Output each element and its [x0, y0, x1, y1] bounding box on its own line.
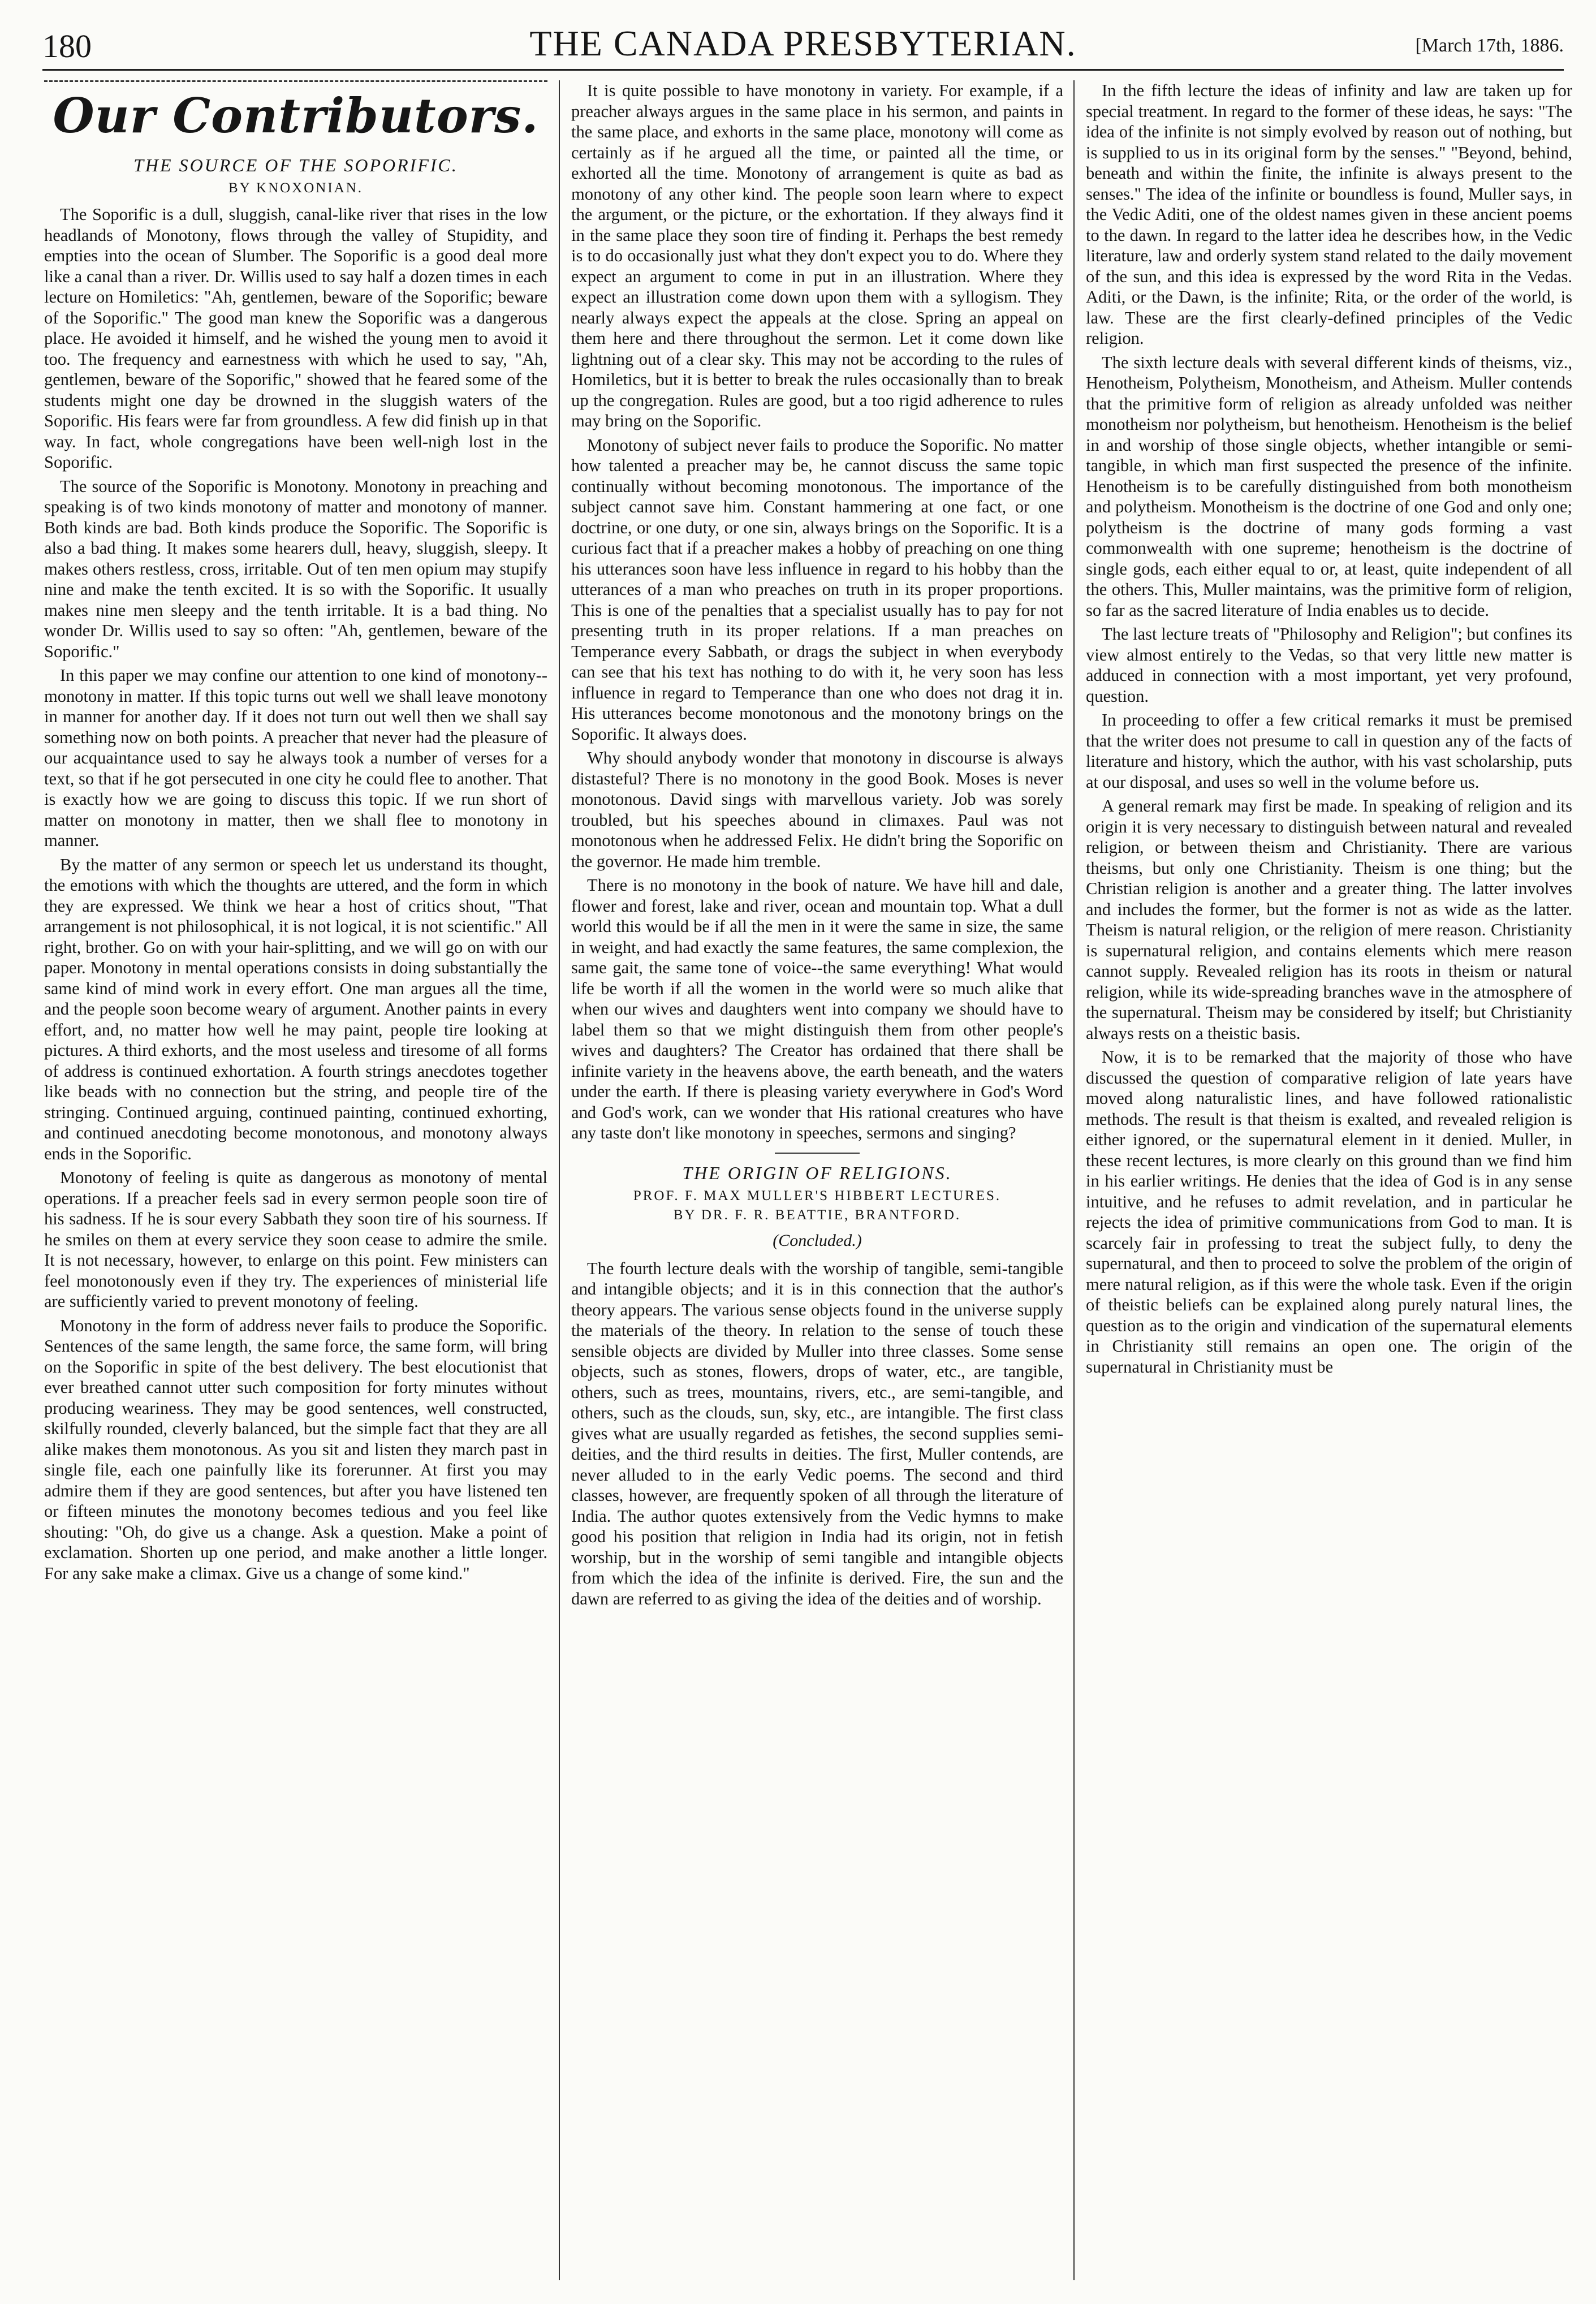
paragraph: Why should anybody wonder that monotony in discourse is always distasteful? There is no monotony in the good Book. Moses is never monotonous. David sings with marvellous variety. Job was sorely troubled, but his speeches abound in climaxes. Paul was not monotonous when he addressed Felix. He didn't bring the Soporific on the governor. He made him tremble.	[571, 748, 1063, 871]
column-1	[44, 80, 547, 2286]
paragraph: In the fifth lecture the ideas of infinity and law are taken up for special treatment. In regard to the former of these ideas, he says: "The idea of the infinite is not simply evolved by reason out of nothing, but is supplied to us in its original form by the senses." "Beyond, behind, beneath and within the finite, the infinite is always present to the senses." The idea of the infinite or boundless is found, Muller says, in the Vedic Aditi, one of the oldest names given in these ancient poems to the dawn. In regard to the latter idea he describes how, in the Vedic literature, law and orderly system stand related to the daily movement of the sun, and this idea is expressed by the word Rita in the Vedas. Aditi, or the Dawn, is the infinite; Rita, or the order of the world, is law. These are the first clearly-defined principles of the Vedic religion.	[1086, 81, 1572, 348]
paragraph: There is no monotony in the book of nature. We have hill and dale, flower and forest, lake and river, ocean and mountain top. What a dull world this would be if all the men in it were the same in size, the same in weight, and had exactly the same features, the same complexion, the same gait, the same tone of voice--the same everything! What would life be worth if all the women in the world were so much alike that when our wives and daughters went into company we should have to label them so that we might distinguish them from other people's wives and daughters? The Creator has ordained that there shall be infinite variety in the heavens above, the earth beneath, and the waters under the earth. If there is pleasing variety everywhere in God's Word and God's work, can we wonder that His rational creatures who have any taste don't like monotony in speeches, sermons and singing?	[571, 875, 1063, 1142]
article-byline: BY DR. F. R. BEATTIE, BRANTFORD.	[673, 1207, 961, 1223]
page-number: 180	[42, 28, 92, 64]
article-status: (Concluded.)	[773, 1231, 862, 1250]
paragraph: Monotony of subject never fails to produce the Soporific. No matter how talented a preacher may be, he cannot discuss the same topic continually without becoming monotonous. The importance of the subject cannot save him. Constant hammering at one fact, or one doctrine, or one duty, or one sin, always brings on the Soporific. It is a curious fact that if a preacher makes a hobby of preaching on one thing his utterances soon have less influence in regard to his hobby than the utterances of a man who preaches on truth in its proper proportions. This is one of the penalties that a specialist usually has to pay for not presenting truth in its proper relations. If a man preaches on Temperance every Sabbath, or drags the subject in when everybody can see that his text has nothing to do with it, he very soon has less influence in regard to Temperance than one who does not drag it in. His utterances become monotonous and the monotony brings on the Soporific. It always does.	[571, 435, 1063, 744]
article-title: THE SOURCE OF THE SOPORIFIC.	[133, 155, 458, 175]
paragraph: It is quite possible to have monotony in variety. For example, if a preacher always argues in the same place in his sermon, and paints in the same place, and exhorts in the same place, monotony will come as certainly as if he argued all the time, or painted all the time, or exhorted all the time. Monotony of arrangement is quite as bad as monotony of any other kind. The people soon learn where to expect the argument, or the picture, or the exhortation. If they always find it in the same place they soon tire of finding it. Perhaps the best remedy is to do occasionally just what they don't expect you to do. Where they expect an argument to come in put in an illustration. Where they expect an illustration come down upon them with a syllogism. They nearly always expect the appeals at the close. Spring an appeal on them here and there throughout the sermon. Let it come down like lightning out of a clear sky. This may not be according to the rules of Homiletics, but it is better to break the rules occasionally than to break up the congregation. Rules are good, but a too rigid adherence to rules may bring on the Soporific.	[571, 81, 1063, 430]
paragraph: Monotony in the form of address never fails to produce the Soporific. Sentences of the same length, the same force, the same form, will bring on the Soporific in spite of the best delivery. The best elocutionist that ever breathed cannot utter such composition for forty minutes without producing weariness. They may be good sentences, well constructed, skilfully rounded, cleverly balanced, but the simple fact that they are all alike makes them monotonous. As you sit and listen they march past in single file, each one painfully like its forerunner. At first you may admire them if they are good sentences, but after you have listened ten or fifteen minutes the monotony becomes tedious and you feel like shouting: "Oh, do give us a change. Ask a question. Make a point of exclamation. Shorten up one period, and make another a little longer. For any sake make a climax. Give us a change of some kind."	[44, 1315, 547, 1583]
column-divider	[559, 80, 560, 2280]
issue-date: [March 17th, 1886.	[1415, 35, 1564, 56]
paragraph: The last lecture treats of "Philosophy and Religion"; but confines its view almost entirely to the Vedas, so that very little new matter is adduced in connection with a most important, yet very profound, question.	[1086, 624, 1572, 706]
paragraph: The source of the Soporific is Monotony. Monotony in preaching and speaking is of two kinds monotony of matter and monotony of manner. Both kinds are bad. Both kinds produce the Soporific. The Soporific is also a bad thing. It makes some hearers dull, heavy, sluggish, sleepy. It makes others restless, cross, irritable. Out of ten men opium may stupify nine and make the tenth excited. It is so with the Soporific. It usually makes nine men sleepy and the tenth irritable. It is a bad thing. No wonder Dr. Willis used to say so often: "Ah, gentlemen, beware of the Soporific."	[44, 476, 547, 661]
paragraph: Monotony of feeling is quite as dangerous as monotony of mental operations. If a preacher feels sad in every sermon people soon tire of his sadness. If he is sour every Sabbath they soon tire of his sourness. If he smiles on them at every service they soon cease to admire the smile. It is not necessary, however, to enlarge on this point. Few ministers can feel monotonously even if they try. The experiences of ministerial life are sufficiently varied to prevent monotony of feeling.	[44, 1168, 547, 1311]
paragraph: The Soporific is a dull, sluggish, canal-like river that rises in the low headlands of Monotony, flows through the valley of Stupidity, and empties into the ocean of Slumber. The Soporific is a good deal more like a canal than a river. Dr. Willis used to say half a dozen times in each lecture on Homiletics: "Ah, gentlemen, beware of the Soporific; beware of the Soporific." The good man knew the Soporific was a dangerous place. He avoided it himself, and he wished the young men to avoid it too. The frequency and earnestness with which he used to say, "Ah, gentlemen, beware of the Soporific," showed that he feared some of the students might one day be drowned in the sluggish waters of the Soporific. His fears were far from groundless. A few did finish up in that way. In fact, whole congregations have been well-nigh lost in the Soporific.	[44, 205, 547, 472]
paragraph: The sixth lecture deals with several different kinds of theisms, viz., Henotheism, Polytheism, Monotheism, and Atheism. Muller contends that the primitive form of religion as already unfolded was neither monotheism nor polytheism, but henotheism. Henotheism is the belief in and worship of those single objects, whether intangible or semi-tangible, in which man first suspected the presence of the infinite. Henotheism is to be carefully distinguished from both monotheism and polytheism. Monotheism is the doctrine of one God and only one; polytheism is the doctrine of many gods forming a vast commonwealth with one supreme; henotheism is the doctrine of single gods, each either equal to or, at least, quite independent of all the others. This, Muller maintains, was the primitive form of religion, so far as the sacred literature of India enables us to decide.	[1086, 352, 1572, 620]
article-title: THE ORIGIN OF RELIGIONS.	[682, 1162, 952, 1183]
paragraph: A general remark may first be made. In speaking of religion and its origin it is very necessary to distinguish between natural and revealed religion, or between theism and Christianity. There are various theisms, but only one Christianity. Theism is one thing; but the Christian religion is another and a greater thing. The latter involves and includes the former, but the former is not as wide as the latter. Theism is natural religion, or the religion of mere reason. Christianity is supernatural religion, and contains elements which mere reason cannot supply. Revealed religion has its roots in theism or natural religion, while its wide-spreading branches wave in the atmosphere of the supernatural. Theism may be considered by itself; but Christianity always rests on a theistic basis.	[1086, 796, 1572, 1043]
paragraph: Now, it is to be remarked that the majority of those who have discussed the question of comparative religion of late years have moved along naturalistic lines, and have followed rationalistic methods. The result is that theism is exalted, and revealed religion is either ignored, or the supernatural element in it denied. Muller, in these recent lectures, is more clearly on this ground than we find him in his earlier writings. He denies that the idea of God is in any sense intuitive, and he refuses to admit revelation, and in particular he rejects the idea of primitive communications from God to man. It is scarcely fair in professing to treat the subject fully, to deny the supernatural, and then to proceed to solve the problem of the origin of mere natural religion, as if this were the whole task. Even if the origin of theistic beliefs can be explained along purely natural lines, the question as to the origin and vindication of the supernatural elements in Christianity still remains an open one. The origin of the supernatural in Christianity must be	[1086, 1047, 1572, 1377]
column-2	[571, 80, 1063, 2286]
paragraph: By the matter of any sermon or speech let us understand its thought, the emotions with which the thoughts are uttered, and the form in which they are expressed. We think we hear a host of critics shout, "That arrangement is not philosophical, it is not logical, it is not scientific." All right, brother. Go on with your hair-splitting, and we will go on with our paper. Monotony in mental operations consists in doing substantially the same kind of mind work in every effort. One man argues all the time, and the people soon become weary of argument. Another paints in every effort, and, no matter how well he may paint, people tire looking at pictures. A third exhorts, and the most useless and tiresome of all forms of address is continued exhortation. A fourth strings anecdotes together like beads with no connection but the string, and people tire of the stringing. Continued arguing, continued painting, continued exhorting, and continued anecdoting become monotonous, and monotony always ends in the Soporific.	[44, 855, 547, 1163]
article-subtitle: PROF. F. MAX MULLER'S HIBBERT LECTURES.	[633, 1188, 1002, 1203]
publication-title: THE CANADA PRESBYTERIAN.	[529, 23, 1077, 63]
column-divider	[1073, 80, 1075, 2280]
article-separator	[775, 1153, 860, 1154]
article-byline: BY KNOXONIAN.	[228, 180, 364, 196]
paragraph: The fourth lecture deals with the worship of tangible, semi-tangible and intangible objects; and it is in this connection that the author's theory appears. The various sense objects found in the universe supply the materials of the theory. In relation to the sense of touch these sensible objects are divided by Muller into three classes. Some sense objects, such as stones, flowers, drops of water, etc., are tangible, others, such as trees, mountains, rivers, etc., are semi-tangible, and others, such as the clouds, sun, sky, etc., are intangible. The first class gives what are usually regarded as fetishes, the second supplies semi-deities, and the third results in deities. The first, Muller contends, are never alluded to in the early Vedic poems. The second and third classes, however, are frequently spoken of all through the literature of India. The author quotes extensively from the Vedic hymns to make good his position that religion in India had its origin, not in fetish worship, but in the worship of semi tangible and intangible objects from which the idea of the infinite is derived. Fire, the sun and the dawn are referred to as giving the idea of the deities and of worship.	[571, 1258, 1063, 1608]
column-3	[1086, 80, 1572, 2286]
paragraph: In this paper we may confine our attention to one kind of monotony--monotony in matter. If this topic turns out well we shall leave monotony in manner for another day. If it does not turn out well then we shall say something now on both points. A preacher that never had the pleasure of our acquaintance used to say he always took a number of verses for a text, so that if he got persecuted in one city he could flee to another. That is exactly how we are going to discuss this topic. If we run short of matter on monotony in matter, then we shall flee to monotony in manner.	[44, 666, 547, 850]
paragraph: In proceeding to offer a few critical remarks it must be premised that the writer does not presume to call in question any of the facts of literature and history, which the author, with his vast scholarship, puts at our disposal, and uses so well in the volume before us.	[1086, 710, 1572, 792]
section-heading: Our Contributors.	[53, 88, 539, 144]
section-rule	[44, 80, 547, 82]
header-rule	[42, 69, 1564, 71]
page-header	[42, 23, 1564, 68]
